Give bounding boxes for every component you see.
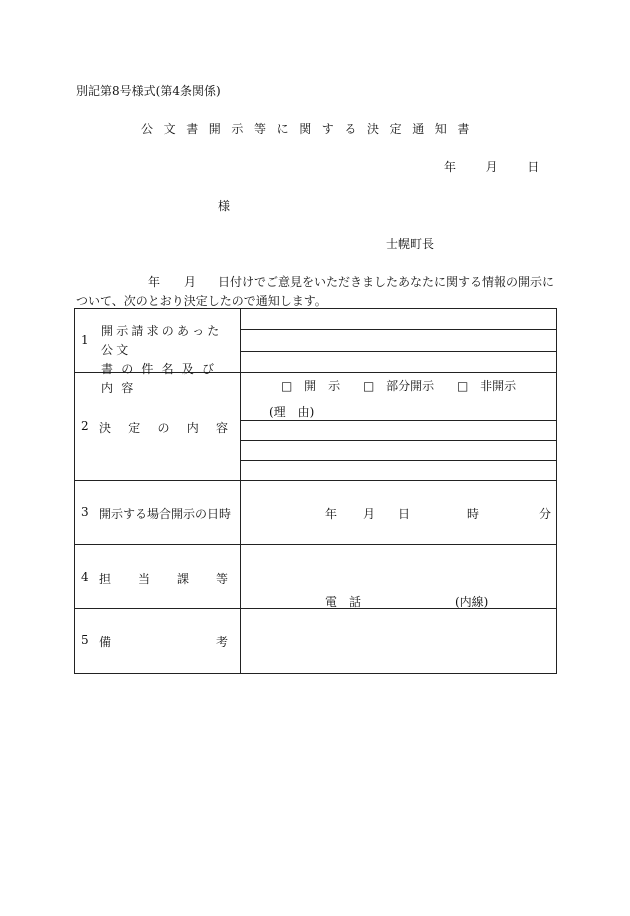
option-nondisclosure[interactable] [457, 377, 516, 394]
row5-label-text [99, 633, 228, 650]
dt-month: 月 [363, 507, 376, 521]
row4-num: 4 [81, 570, 89, 584]
row-subject [75, 309, 557, 373]
row4-char: 等 [215, 572, 228, 586]
row2-char: 決 [99, 421, 112, 435]
row1-line[interactable] [241, 309, 556, 330]
row-remarks [75, 609, 557, 674]
row5-char: 考 [215, 635, 228, 649]
addressee-suffix: 様 [218, 199, 231, 213]
checkbox-icon[interactable]: □ [457, 379, 469, 393]
row1-line[interactable] [241, 352, 556, 372]
issuer-name: 士幌町長 [386, 237, 435, 251]
row5-num: 5 [81, 633, 89, 647]
row2-char: 容 [215, 421, 228, 435]
row4-content[interactable] [241, 545, 556, 608]
row3-label-text: 開示する場合開示の日時 [99, 507, 232, 521]
checkbox-icon[interactable]: □ [363, 379, 375, 393]
option-nondisclosure-label: 非開示 [480, 379, 517, 393]
option-partial-label: 部分開示 [386, 379, 435, 393]
row4-label [75, 545, 240, 608]
date-year: 年 [444, 160, 457, 174]
row3-num: 3 [81, 505, 89, 519]
date-month: 月 [485, 160, 498, 174]
row1-label [75, 309, 240, 395]
option-open-label: 開 示 [304, 379, 341, 393]
row3-label [75, 481, 240, 544]
date-line [444, 160, 539, 174]
row1-input-lines [241, 309, 556, 372]
body-year: 年 [148, 275, 161, 289]
body-text [76, 273, 566, 311]
form-table [74, 308, 557, 674]
row4-char: 課 [176, 572, 189, 586]
row2-options [241, 373, 556, 421]
date-day: 日 [527, 160, 540, 174]
extension-label: (内線) [455, 595, 489, 609]
dt-year: 年 [325, 507, 338, 521]
row2-char: 定 [128, 421, 141, 435]
row5-char: 備 [99, 635, 112, 649]
row3-datetime[interactable] [241, 481, 556, 544]
row5-content[interactable] [241, 609, 556, 673]
row1-line[interactable] [241, 330, 556, 351]
row2-content [241, 373, 556, 480]
document-title: 公文書開示等に関する決定通知書 [141, 122, 481, 136]
row4-label-text [99, 570, 228, 587]
option-open[interactable] [281, 377, 340, 394]
row1-label-line1: 開示請求のあった公文 [101, 324, 223, 357]
row4-char: 当 [137, 572, 150, 586]
row2-char: 内 [186, 421, 199, 435]
reason-label: (理 由) [269, 405, 315, 419]
reason-line[interactable] [241, 441, 556, 461]
row1-num: 1 [81, 333, 89, 347]
body-line-2: ついて、次のとおり決定したので通知します。 [76, 294, 327, 308]
dt-hour: 時 [467, 507, 480, 521]
body-line-1 [76, 273, 566, 292]
dt-day: 日 [398, 507, 411, 521]
reason-line[interactable] [241, 461, 556, 480]
row-decision [75, 373, 557, 481]
row-department [75, 545, 557, 609]
row4-char: 担 [99, 572, 112, 586]
checkbox-icon[interactable]: □ [281, 379, 293, 393]
dt-minute: 分 [539, 507, 552, 521]
body-month: 月 [184, 275, 197, 289]
option-partial[interactable] [363, 377, 434, 394]
row2-label-text [99, 419, 228, 436]
row2-num: 2 [81, 419, 89, 433]
row1-label-line2: 書の件名及び内容 [101, 362, 223, 395]
reason-line[interactable] [241, 421, 556, 441]
form-reference: 別記第8号様式(第4条関係) [76, 84, 221, 98]
row-disclosure-datetime [75, 481, 557, 545]
row5-label [75, 609, 240, 673]
row2-label [75, 373, 240, 480]
phone-label: 電 話 [325, 595, 362, 609]
body-rest: 日付けでご意見をいただきましたあなたに関する情報の開示に [218, 275, 555, 289]
row2-char: の [157, 421, 170, 435]
